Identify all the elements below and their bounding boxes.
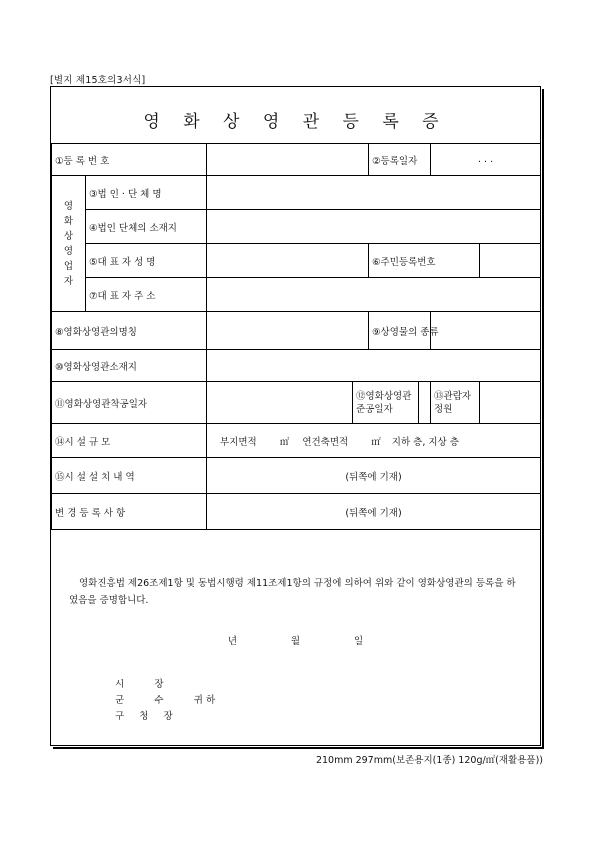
issue-date — [51, 633, 540, 647]
completion-date-label: ⑫영화상영관 준공일자 — [353, 382, 419, 424]
reg-no-field[interactable] — [207, 144, 369, 176]
theater-location-field[interactable] — [207, 350, 541, 382]
certificate-frame — [50, 86, 541, 746]
corp-name-field[interactable] — [207, 176, 541, 210]
rep-address-label: ⑦대 표 자 주 소 — [86, 278, 207, 312]
rep-address-field[interactable] — [207, 278, 541, 312]
theater-name-label: ⑧영화상영관의명칭 — [52, 312, 207, 350]
day-label: 일 — [353, 636, 364, 647]
resident-no-field[interactable] — [480, 244, 541, 278]
year-label: 년 — [227, 636, 238, 647]
theater-type-label: ⑨상영물의 종류 — [369, 312, 431, 350]
construction-date-field[interactable] — [207, 382, 353, 424]
changes-value: (뒤쪽에 기재) — [207, 494, 541, 530]
changes-label: 변 경 등 록 사 항 — [52, 494, 207, 530]
reg-no-label: ①등 록 번 호 — [52, 144, 207, 176]
site-area-unit: ㎡ — [279, 436, 290, 448]
issuing-authority — [115, 677, 215, 725]
completion-date-field[interactable] — [419, 382, 431, 424]
certificate-title: 영 화 상 영 관 등 록 증 — [143, 112, 448, 132]
facility-details-label: ⑮시 설 설 치 내 역 — [52, 458, 207, 494]
theater-type-field[interactable] — [431, 312, 541, 350]
paper-spec-footer: 210mm 297mm(보존용지(1종) 120g/㎡(재활용품)) — [315, 755, 543, 766]
authority-line-2: 군 수 귀 하 — [115, 695, 216, 706]
theater-location-label: ⑩영화상영관소재지 — [52, 350, 207, 382]
floors-label: 지하 층, 지상 층 — [391, 436, 459, 448]
facility-scale-label: ⑭시 설 규 모 — [52, 424, 207, 458]
reg-date-label: ②등록일자 — [369, 144, 431, 176]
resident-no-label: ⑥주민등록번호 — [369, 244, 480, 278]
corp-name-label: ③법 인 · 단 체 명 — [86, 176, 207, 210]
authority-line-3: 구 청 장 — [115, 711, 173, 722]
capacity-field[interactable] — [480, 382, 541, 424]
floor-area-label: 연건축면적 — [302, 436, 349, 448]
authority-line-1: 시 장 — [115, 679, 164, 690]
facility-scale-field[interactable] — [207, 424, 541, 458]
operator-group-label: 영 화 상 영 업 자 — [52, 176, 86, 312]
rep-name-label: ⑤대 표 자 성 명 — [86, 244, 207, 278]
rep-name-field[interactable] — [207, 244, 369, 278]
corp-address-field[interactable] — [207, 210, 541, 244]
floor-area-unit: ㎡ — [371, 436, 381, 448]
corp-address-label: ④법인 단체의 소재지 — [86, 210, 207, 244]
facility-details-value: (뒤쪽에 기재) — [207, 458, 541, 494]
certification-notice: 영화진흥법 제26조제1항 및 동법시행령 제11조제1항의 규정에 의하여 위와 같이 영화상영관의 등록을 하였음을 증명합니다. — [69, 578, 516, 606]
month-label: 월 — [290, 636, 301, 647]
construction-date-label: ⑪영화상영관착공일자 — [52, 382, 207, 424]
form-number: [별지 제15호의3서식] — [50, 75, 146, 86]
reg-date-field[interactable]: . . . — [431, 144, 541, 176]
site-area-label: 부지면적 — [220, 436, 257, 448]
capacity-label: ⑬관람자 정원 — [431, 382, 480, 424]
registration-table — [51, 143, 541, 530]
theater-name-field[interactable] — [207, 312, 369, 350]
